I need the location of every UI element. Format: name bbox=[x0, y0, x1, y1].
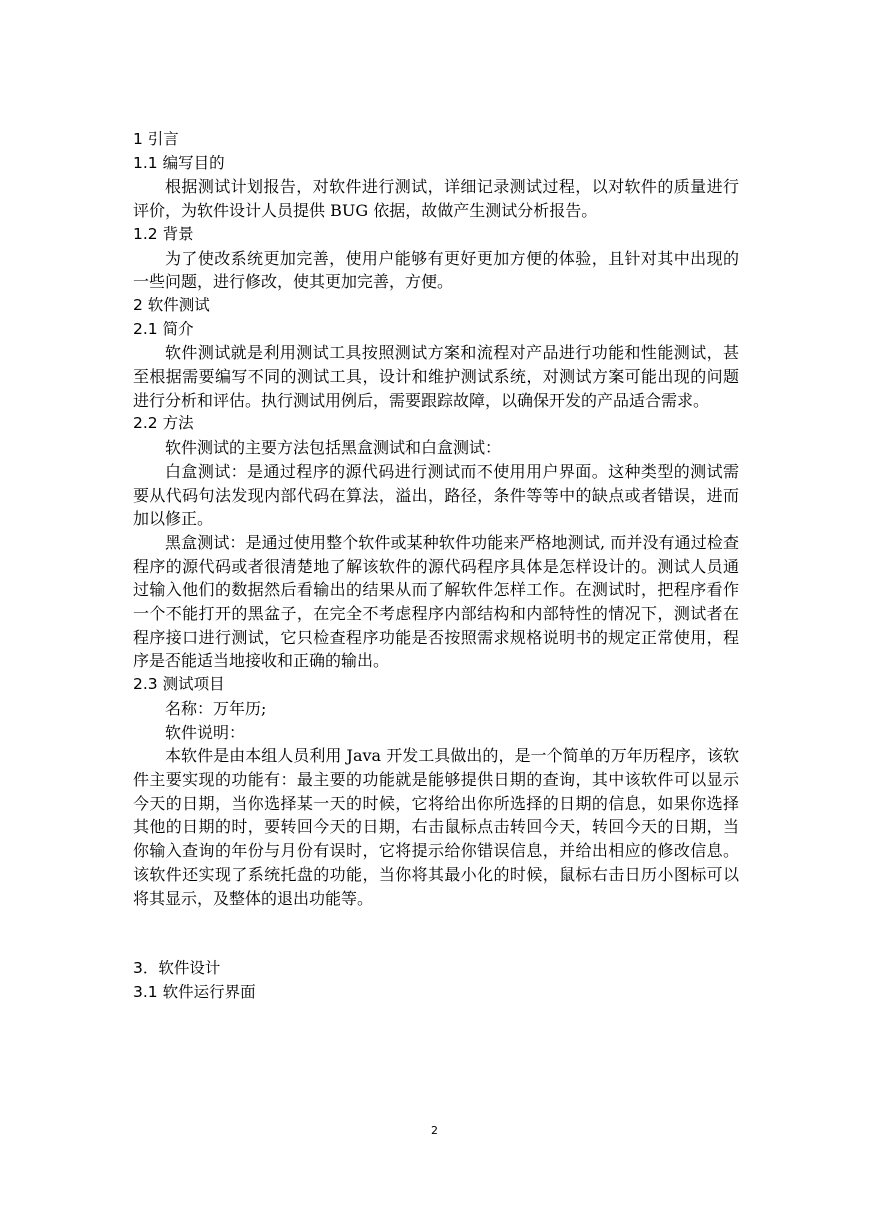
paragraph-black-box: 黑盒测试：是通过使用整个软件或某种软件功能来严格地测试, 而并没有通过检查程序的源代码或者很清楚地了解该软件的源代码程序具体是怎样设计的。测试人员通过输入他们的数据然后看输出的结果从而了解软件怎样工作。在测试时，把程序看作一个不能打开的黑盆子，在完全不考虑程序内部结构和内部特性的情况下，测试者在程序接口进行测试，它只检查程序功能是否按照需求规格说明书的规定正常使用，程序是否能适当地接收和正确的输出。 bbox=[133, 532, 739, 671]
heading-methods: 2.2 方法 bbox=[133, 414, 194, 433]
paragraph-background: 为了使改系统更加完善，使用户能够有更好更加方便的体验，且针对其中出现的一些问题，进行修改，使其更加完善，方便。 bbox=[133, 248, 739, 292]
heading-background: 1.2 背景 bbox=[133, 224, 194, 243]
paragraph-white-box: 白盒测试：是通过程序的源代码进行测试而不使用用户界面。这种类型的测试需要从代码句法发现内部代码在算法，溢出，路径，条件等等中的缺点或者错误，进而加以修正。 bbox=[133, 461, 739, 529]
document-page bbox=[133, 128, 739, 1005]
paragraph-methods-intro: 软件测试的主要方法包括黑盒测试和白盒测试： bbox=[165, 438, 502, 458]
paragraph-overview: 软件测试就是利用测试工具按照测试方案和流程对产品进行功能和性能测试，甚至根据需要编写不同的测试工具，设计和维护测试系统，对测试方案可能出现的问题进行分析和评估。执行测试用例后，需要跟踪故障，以确保开发的产品适合需求。 bbox=[133, 343, 739, 410]
heading-runtime-interface: 3.1 软件运行界面 bbox=[133, 982, 256, 1001]
heading-introduction: 1 引言 bbox=[133, 130, 179, 148]
heading-test-items: 2.3 测试项目 bbox=[133, 675, 225, 694]
heading-software-testing: 2 软件测试 bbox=[133, 295, 210, 314]
paragraph-software-desc: 本软件是由本组人员利用 Java 开发工具做出的，是一个简单的万年历程序，该软件主要实现的功能有：最主要的功能就是能够提供日期的查询，其中该软件可以显示今天的日期，当你选择某一天的时候，它将给出你所选择的日期的信息，如果你选择其他的日期的时，要转回今天的日期，右击鼠标点击转回今天，转回今天的日期，当你输入查询的年份与月份有误时，它将提示给你错误信息，并给出相应的修改信息。该软件还实现了系统托盘的功能，当你将其最小化的时候，鼠标右击日历小图标可以将其显示，及整体的退出功能等。 bbox=[133, 746, 739, 908]
heading-purpose: 1.1 编写目的 bbox=[133, 153, 225, 172]
page-number: 2 bbox=[431, 1124, 438, 1137]
paragraph-name: 名称：万年历; bbox=[165, 698, 267, 718]
paragraph-purpose: 根据测试计划报告，对软件进行测试，详细记录测试过程，以对软件的质量进行评价，为软件设计人员提供 BUG 依据，故做产生测试分析报告。 bbox=[133, 177, 739, 221]
spacer bbox=[133, 910, 739, 957]
heading-software-design: 3．软件设计 bbox=[133, 959, 221, 978]
paragraph-software-desc-label: 软件说明： bbox=[165, 722, 246, 742]
heading-overview: 2.1 简介 bbox=[133, 319, 194, 338]
